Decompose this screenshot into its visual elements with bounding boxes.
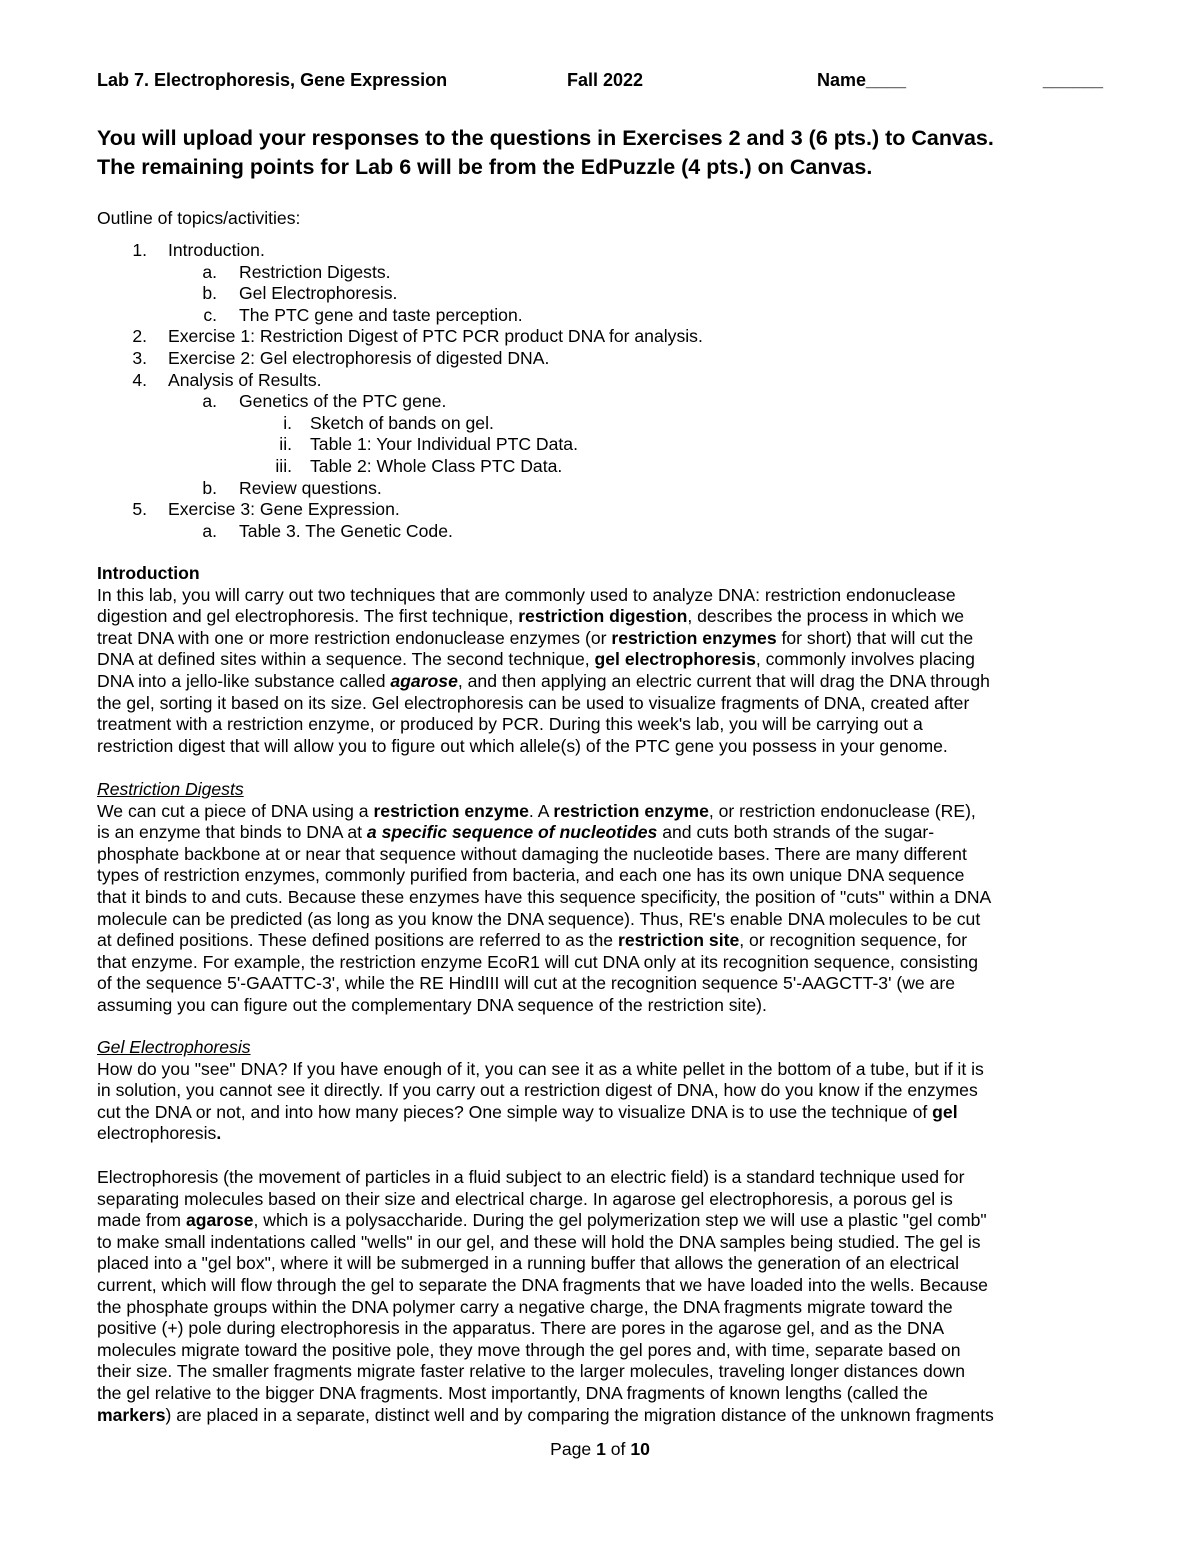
- text-line: the gel, sorting it based on its size. Gel electrophoresis can be used to visualize fragments of DNA, created after: [97, 692, 970, 713]
- outline-item-text: Gel Electrophoresis.: [239, 283, 398, 304]
- outline-item: [97, 499, 1103, 521]
- text-line: DNA at defined sites within a sequence. The second technique, gel electrophoresis, commonly involves placing: [97, 649, 975, 670]
- outline-item-number: ii.: [279, 434, 292, 455]
- term-label: Fall 2022: [567, 70, 644, 90]
- outline-list: [97, 240, 1103, 542]
- text-line: We can cut a piece of DNA using a restriction enzyme. A restriction enzyme, or restriction endonuclease (RE),: [97, 800, 976, 821]
- text-line: restriction digest that will allow you to figure out which allele(s) of the PTC gene you possess in your genome.: [97, 735, 948, 756]
- outline-item-text: Genetics of the PTC gene.: [239, 391, 447, 412]
- outline-item: [97, 348, 1103, 370]
- name-label: Name____: [817, 70, 907, 90]
- outline-item-number: a.: [202, 391, 217, 412]
- outline-item: [97, 305, 1103, 327]
- outline-item: [97, 478, 1103, 500]
- outline-item-text: Review questions.: [239, 477, 382, 498]
- outline-item-text: Restriction Digests.: [239, 261, 391, 282]
- text-line: in solution, you cannot see it directly. If you carry out a restriction digest of DNA, how do you know if the enzymes: [97, 1080, 978, 1101]
- outline-item: [97, 434, 1103, 456]
- text-line: phosphate backbone at or near that sequence without damaging the nucleotide bases. There are many different: [97, 843, 967, 864]
- outline-item: [97, 262, 1103, 284]
- outline-item-text: Analysis of Results.: [168, 369, 322, 390]
- text-line: that enzyme. For example, the restriction enzyme EcoR1 will cut DNA only at its recognition sequence, consisting: [97, 951, 979, 972]
- text-line: the phosphate groups within the DNA polymer carry a negative charge, the DNA fragments migrate toward the: [97, 1296, 953, 1317]
- text-line: digestion and gel electrophoresis. The first technique, restriction digestion, describes the process in which we: [97, 606, 965, 627]
- outline-item-text: Sketch of bands on gel.: [310, 412, 494, 433]
- text-line: DNA into a jello-like substance called agarose, and then applying an electric current that will drag the DNA through: [97, 670, 990, 691]
- page-total: 10: [630, 1439, 650, 1459]
- lab-title: Lab 7. Electrophoresis, Gene Expression: [97, 70, 448, 90]
- text-line: placed into a "gel box", where it will be submerged in a running buffer that allows the generation of an electrical: [97, 1253, 960, 1274]
- outline-item-text: Exercise 2: Gel electrophoresis of digested DNA.: [168, 347, 550, 368]
- outline-label: Outline of topics/activities:: [97, 208, 301, 228]
- outline-item: [97, 391, 1103, 413]
- text-line: In this lab, you will carry out two techniques that are commonly used to analyze DNA: restriction endonuclease: [97, 584, 956, 605]
- outline-item-number: 5.: [132, 499, 147, 520]
- restriction-digests-paragraph: [97, 801, 1103, 1017]
- text-line: their size. The smaller fragments migrate faster relative to the larger molecules, traveling longer distances down: [97, 1361, 966, 1382]
- outline-item-number: b.: [202, 477, 217, 498]
- text-line: cut the DNA or not, and into how many pieces? One simple way to visualize DNA is to use the technique of gel: [97, 1101, 958, 1122]
- outline-item-text: Table 1: Your Individual PTC Data.: [310, 434, 578, 455]
- outline-item-number: 3.: [132, 347, 147, 368]
- text-line: to make small indentations called "wells" in our gel, and these will hold the DNA samples being studied. The gel is: [97, 1231, 981, 1252]
- gel-electrophoresis-section: [97, 1037, 1103, 1145]
- section-heading: Gel Electrophoresis: [97, 1037, 251, 1057]
- outline-item-text: Table 3. The Genetic Code.: [239, 520, 453, 541]
- outline-item-number: 2.: [132, 326, 147, 347]
- text-line: electrophoresis.: [97, 1123, 222, 1144]
- outline-item: [97, 456, 1103, 478]
- outline-item-number: a.: [202, 520, 217, 541]
- page-label: Page: [550, 1439, 592, 1459]
- text-line: made from agarose, which is a polysaccharide. During the gel polymerization step we will use a plastic "gel comb": [97, 1210, 987, 1231]
- upload-notice: [97, 124, 1103, 182]
- outline-item-number: a.: [202, 261, 217, 282]
- outline-item-text: Exercise 3: Gene Expression.: [168, 499, 400, 520]
- outline-item-text: The PTC gene and taste perception.: [239, 304, 523, 325]
- outline-item-number: i.: [283, 412, 292, 433]
- electrophoresis-section: [97, 1167, 1103, 1426]
- text-line: types of restriction enzymes, commonly purified from bacteria, and each one has its own unique DNA sequence: [97, 865, 965, 886]
- upload-notice-line: You will upload your responses to the questions in Exercises 2 and 3 (6 pts.) to Canvas.: [97, 126, 994, 150]
- name-blank-line: ______: [1042, 70, 1103, 90]
- text-line: the gel relative to the bigger DNA fragments. Most importantly, DNA fragments of known lengths (called the: [97, 1382, 928, 1403]
- outline-item-number: b.: [202, 283, 217, 304]
- text-line: assuming you can figure out the complementary DNA sequence of the restriction site).: [97, 994, 767, 1015]
- section-heading: Introduction: [97, 563, 200, 583]
- outline-item-text: Introduction.: [168, 240, 265, 260]
- text-line: markers) are placed in a separate, distinct well and by comparing the migration distance of the unknown fragments: [97, 1404, 994, 1425]
- page-number: 1: [596, 1439, 606, 1459]
- text-line: positive (+) pole during electrophoresis in the apparatus. There are pores in the agarose gel, and as the DNA: [97, 1318, 945, 1339]
- text-line: current, which will flow through the gel to separate the DNA fragments that we have loaded into the wells. Because: [97, 1274, 988, 1295]
- restriction-digests-section: [97, 779, 1103, 1017]
- outline-item: [97, 326, 1103, 348]
- outline-item: [97, 283, 1103, 305]
- text-line: How do you "see" DNA? If you have enough of it, you can see it as a white pellet in the bottom of a tube, but if it is: [97, 1058, 984, 1079]
- of-label: of: [610, 1439, 626, 1459]
- section-heading: Restriction Digests: [97, 779, 244, 799]
- outline-item-text: Exercise 1: Restriction Digest of PTC PCR product DNA for analysis.: [168, 326, 703, 347]
- outline-item: [97, 240, 1103, 262]
- introduction-paragraph: [97, 585, 1103, 758]
- text-line: is an enzyme that binds to DNA at a specific sequence of nucleotides and cuts both strands of the sugar-: [97, 822, 935, 843]
- text-line: treatment with a restriction enzyme, or produced by PCR. During this week's lab, you will be carrying out a: [97, 714, 923, 735]
- electrophoresis-paragraph: [97, 1167, 1103, 1426]
- outline-item-number: 4.: [132, 369, 147, 390]
- page-footer: [0, 1439, 1200, 1460]
- gel-electrophoresis-paragraph: [97, 1059, 1103, 1145]
- text-line: of the sequence 5'-GAATTC-3', while the RE HindIII will cut at the recognition sequence 5'-AAGCTT-3' (we are: [97, 973, 955, 994]
- outline-item-number: iii.: [275, 455, 292, 476]
- text-line: that it binds to and cuts. Because these enzymes have this sequence specificity, the position of "cuts" within a DNA: [97, 886, 992, 907]
- introduction-section: [97, 563, 1103, 757]
- page-header: [97, 70, 1103, 94]
- text-line: molecule can be predicted (as long as you know the DNA sequence). Thus, RE's enable DNA molecules to be cut: [97, 908, 981, 929]
- outline-item-text: Table 2: Whole Class PTC Data.: [310, 455, 563, 476]
- text-line: at defined positions. These defined positions are referred to as the restriction site, or recognition sequence, for: [97, 930, 968, 951]
- text-line: separating molecules based on their size and electrical charge. In agarose gel electrophoresis, a porous gel is: [97, 1188, 953, 1209]
- text-line: treat DNA with one or more restriction endonuclease enzymes (or restriction enzymes for short) that will cut the: [97, 627, 974, 648]
- outline-item: [97, 521, 1103, 543]
- upload-notice-line: The remaining points for Lab 6 will be from the EdPuzzle (4 pts.) on Canvas.: [97, 155, 873, 179]
- text-line: molecules migrate toward the positive pole, they move through the gel pores and, with time, separate based on: [97, 1339, 961, 1360]
- outline-item-number: 1.: [132, 240, 147, 260]
- outline-item: [97, 413, 1103, 435]
- outline-item: [97, 370, 1103, 392]
- outline-item-number: c.: [203, 304, 217, 325]
- text-line: Electrophoresis (the movement of particles in a fluid subject to an electric field) is a standard technique used for: [97, 1167, 965, 1187]
